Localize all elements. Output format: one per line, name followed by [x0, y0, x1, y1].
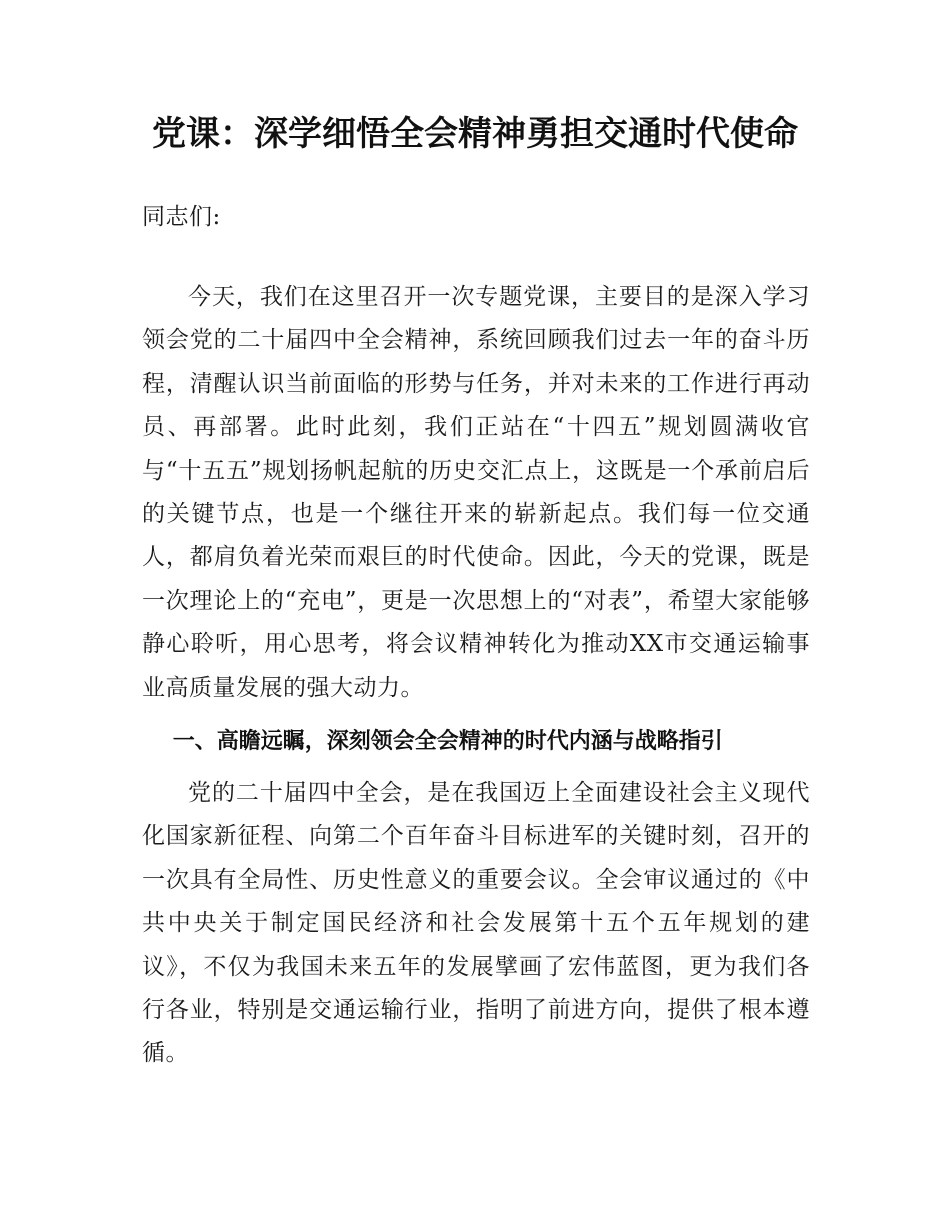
salutation: 同志们:	[142, 204, 221, 230]
document-title: 党课：深学细悟全会精神勇担交通时代使命	[152, 114, 798, 154]
paragraph-intro: 今天，我们在这里召开一次专题党课，主要目的是深入学习领会党的二十届四中全会精神，系统回顾我们过去一年的奋斗历程，清醒认识当前面临的形势与任务，并对未来的工作进行再动员、再部署。此时此刻，我们正站在“十四五”规划圆满收官与“十五五”规划扬帆起航的历史交汇点上，这既是一个承前启后的关键节点，也是一个继往开来的崭新起点。我们每一位交通人，都肩负着光荣而艰巨的时代使命。因此，今天的党课，既是一次理论上的“充电”，更是一次思想上的“对表”，希望大家能够静心聆听，用心思考，将会议精神转化为推动XX市交通运输事业高质量发展的强大动力。	[142, 284, 810, 701]
section-heading-1: 一、高瞻远瞩，深刻领会全会精神的时代内涵与战略指引	[172, 729, 723, 754]
paragraph-section-1: 党的二十届四中全会，是在我国迈上全面建设社会主义现代化国家新征程、向第二个百年奋斗目标进军的关键时刻，召开的一次具有全局性、历史性意义的重要会议。全会审议通过的《中共中央关于制定国民经济和社会发展第十五个五年规划的建议》，不仅为我国未来五年的发展擘画了宏伟蓝图，更为我们各行各业，特别是交通运输行业，指明了前进方向，提供了根本遵循。	[142, 780, 810, 1067]
